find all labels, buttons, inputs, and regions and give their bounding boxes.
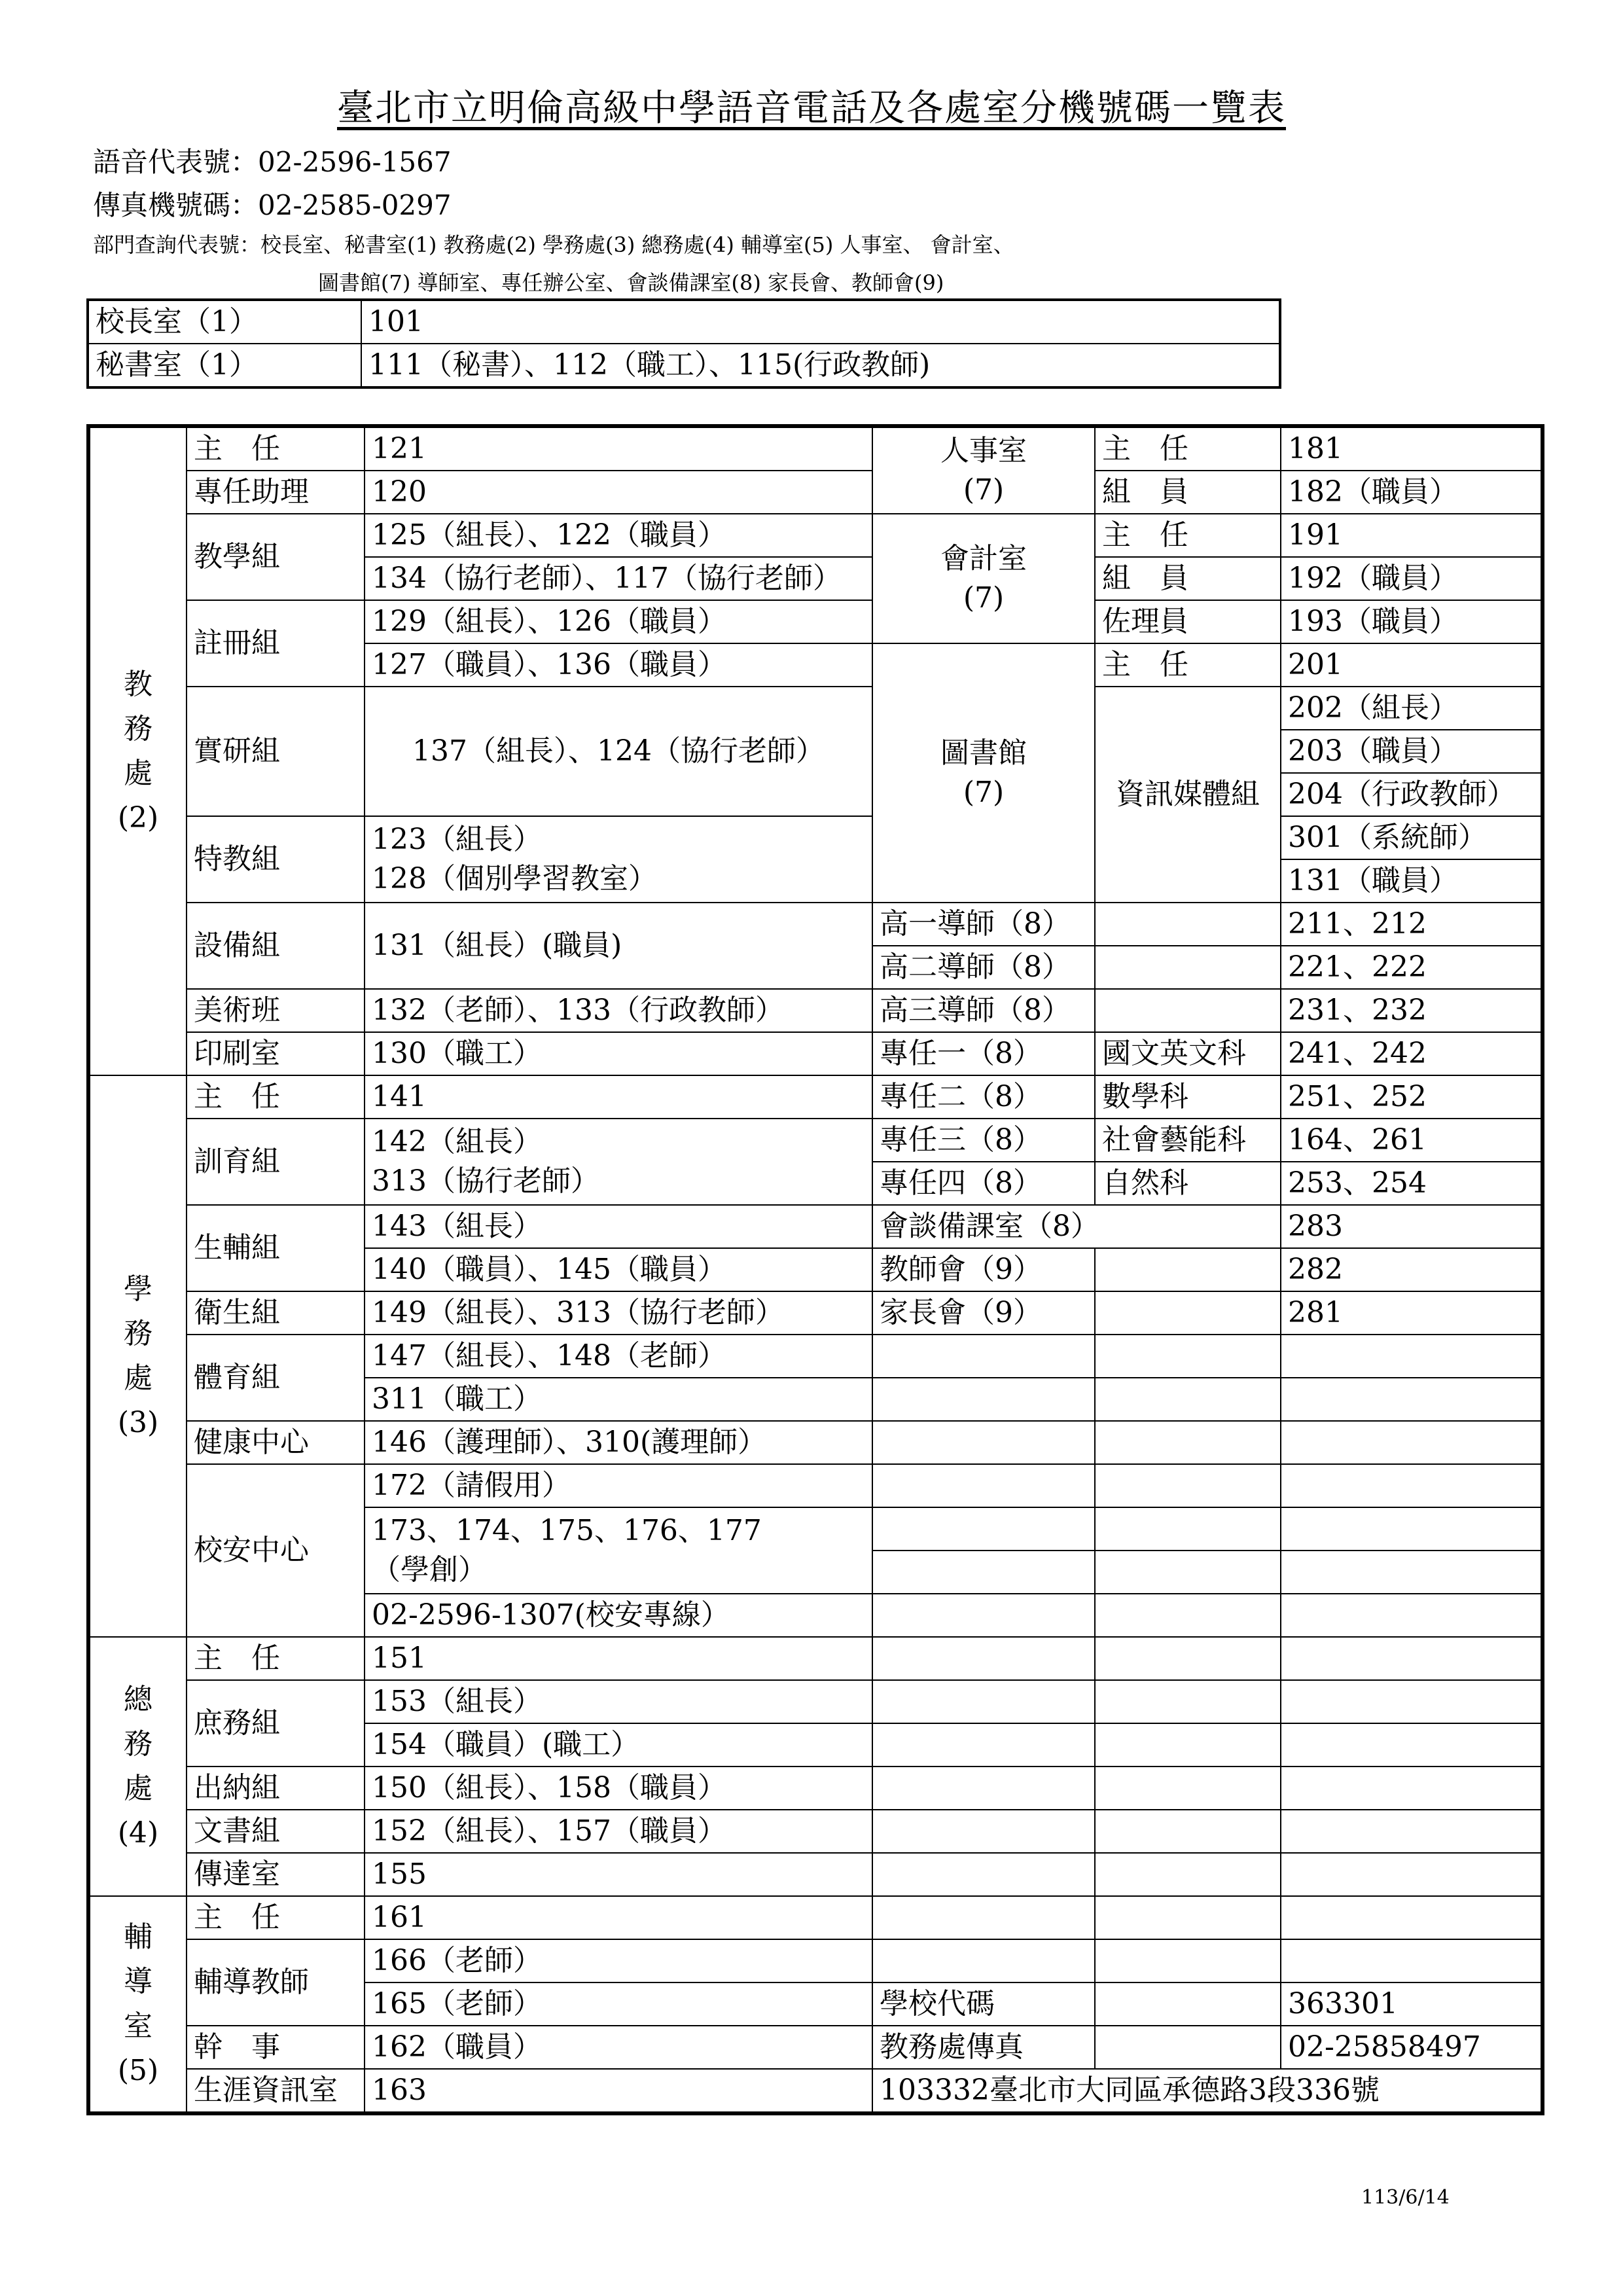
cell-empty [1095,1982,1281,2026]
secretary-office-label: 秘書室（1） [88,344,361,387]
cell-empty [872,1551,1095,1594]
cell-ext: 182（職員） [1281,471,1543,514]
accounting-office: 會計室 (7) [872,514,1095,643]
cell-ext: 172（請假用） [365,1464,872,1507]
counselor-teachers: 輔導教師 [187,1939,365,2026]
cell-label: 主 任 [187,1896,365,1939]
special-ed-section: 特教組 [187,816,365,903]
cell-ext: 121 [365,426,872,471]
cell-empty [1095,1291,1281,1335]
cell-empty [1281,1551,1543,1594]
cell-ext: 203（職員） [1281,730,1543,773]
counseling-dept: 輔 導 室 (5) [88,1896,187,2113]
cell-empty [1095,1637,1281,1680]
library: 圖書館 (7) [872,643,1095,903]
cell-ext: 251、252 [1281,1075,1543,1119]
cell-label: 傳達室 [187,1853,365,1896]
cell-ext: 164、261 [1281,1119,1543,1162]
cell-label: 主 任 [187,1075,365,1119]
cell-ext: 193（職員） [1281,600,1543,643]
cell-empty [1095,1853,1281,1896]
cell-label: 健康中心 [187,1421,365,1464]
main-extension-table [86,424,1544,2115]
cell-ext: 181 [1281,426,1543,471]
table-row [88,514,1543,557]
cell-ext: 283 [1281,1205,1543,1248]
cell-ext: 143（組長） [365,1205,872,1248]
cell-ext: 173、174、175、176、177 （學創） [365,1507,872,1594]
cell-empty [872,1767,1095,1810]
cell-label: 國文英文科 [1095,1032,1281,1075]
cell-label: 專任二（8） [872,1075,1095,1119]
media-section: 資訊媒體組 [1095,687,1281,903]
table-row [88,1205,1543,1248]
table-row [88,1896,1543,1939]
table-row [88,1939,1543,1982]
cell-label: 教師會（9） [872,1248,1095,1291]
cell-empty [872,1507,1095,1551]
cell-label: 主 任 [187,1637,365,1680]
cell-empty [1095,1896,1281,1939]
cell-label: 高一導師（8） [872,903,1095,946]
cell-label: 美術班 [187,989,365,1032]
voice-main-number: 語音代表號：02-2596-1567 [93,146,452,178]
discipline-section: 訓育組 [187,1119,365,1205]
cell-ext: 153（組長） [365,1680,872,1723]
cell-empty [1095,1378,1281,1421]
table-row [88,1335,1543,1378]
table-row [88,2069,1543,2113]
special-ed-ext: 123（組長） 128（個別學習教室） [365,816,872,903]
cell-ext: 241、242 [1281,1032,1543,1075]
cell-empty [1095,1507,1281,1551]
table-row [88,1810,1543,1853]
academic-fax-value: 02-25858497 [1281,2026,1543,2069]
personnel-office: 人事室 (7) [872,426,1095,514]
cell-ext: 140（職員）、145（職員） [365,1248,872,1291]
cell-empty [872,1939,1095,1982]
cell-empty [1095,1939,1281,1982]
cell-label: 組 員 [1095,471,1281,514]
table-row [88,1119,1543,1162]
school-code-label: 學校代碼 [872,1982,1095,2026]
cell-label: 社會藝能科 [1095,1119,1281,1162]
cell-label: 文書組 [187,1810,365,1853]
cell-ext: 149（組長）、313（協行老師） [365,1291,872,1335]
cell-ext: 191 [1281,514,1543,557]
cell-ext: 231、232 [1281,989,1543,1032]
cell-empty [1095,1421,1281,1464]
cell-empty [1095,1723,1281,1767]
table-row [88,300,1280,344]
cell-empty [872,1896,1095,1939]
fax-main-number: 傳真機號碼：02-2585-0297 [93,189,452,221]
cell-ext: 253、254 [1281,1162,1543,1205]
cell-ext: 165（老師） [365,1982,872,2026]
cell-label: 主 任 [187,426,365,471]
cell-empty [1095,1594,1281,1637]
cell-empty [872,1853,1095,1896]
student-affairs-dept: 學 務 處 (3) [88,1075,187,1637]
table-row [88,1767,1543,1810]
cell-empty [1095,1248,1281,1291]
cell-empty [872,1594,1095,1637]
secretary-office-ext: 111（秘書）、112（職工）、115(行政教師) [361,344,1280,387]
cell-ext: 161 [365,1896,872,1939]
cell-ext: 221、222 [1281,946,1543,989]
table-row [88,1291,1543,1335]
cell-empty [1281,1637,1543,1680]
cell-empty [1281,1767,1543,1810]
cell-ext: 311（職工） [365,1378,872,1421]
research-section: 實研組 [187,687,365,816]
table-row [88,1853,1543,1896]
cell-label: 高三導師（8） [872,989,1095,1032]
cell-empty [872,1680,1095,1723]
affairs-section: 庶務組 [187,1680,365,1767]
cell-ext: 155 [365,1853,872,1896]
cell-empty [1095,1335,1281,1378]
table-row [88,2026,1543,2069]
table-row [88,903,1543,946]
table-row [88,1637,1543,1680]
table-row [88,1464,1543,1507]
cell-ext: 282 [1281,1248,1543,1291]
life-guidance-section: 生輔組 [187,1205,365,1291]
table-row [88,1421,1543,1464]
equipment-section: 設備組 [187,903,365,989]
table-row [88,471,1543,514]
cell-ext: 120 [365,471,872,514]
pe-section: 體育組 [187,1335,365,1421]
cell-label: 專任一（8） [872,1032,1095,1075]
registration-section: 註冊組 [187,600,365,687]
cell-ext: 166（老師） [365,1939,872,1982]
table-row [88,1075,1543,1119]
cell-ext: 132（老師）、133（行政教師） [365,989,872,1032]
table-row [88,600,1543,643]
cell-ext: 162（職員） [365,2026,872,2069]
cell-label: 衛生組 [187,1291,365,1335]
cell-ext: 204（行政教師） [1281,773,1543,816]
cell-ext: 129（組長）、126（職員） [365,600,872,643]
cell-ext: 02-2596-1307(校安專線） [365,1594,872,1637]
cell-empty [1281,1939,1543,1982]
cell-ext: 152（組長）、157（職員） [365,1810,872,1853]
cell-empty [1095,989,1281,1032]
principal-office-label: 校長室（1） [88,300,361,344]
cell-label: 數學科 [1095,1075,1281,1119]
cell-empty [1281,1464,1543,1507]
cell-empty [872,1637,1095,1680]
table-row [88,426,1543,471]
cell-empty [872,1421,1095,1464]
cell-empty [1281,1810,1543,1853]
cell-empty [1095,903,1281,946]
table-row [88,816,1543,859]
cell-label: 組 員 [1095,557,1281,600]
cell-ext: 134（協行老師）、117（協行老師） [365,557,872,600]
cell-label: 主 任 [1095,643,1281,687]
cell-empty [1281,1507,1543,1551]
campus-safety-center: 校安中心 [187,1464,365,1637]
table-row [88,344,1280,387]
cell-ext: 141 [365,1075,872,1119]
cell-ext: 211、212 [1281,903,1543,946]
academic-fax-label: 教務處傳真 [872,2026,1095,2069]
cell-empty [1281,1853,1543,1896]
research-section-ext: 137（組長）、124（協行老師） [365,687,872,816]
page-title: 臺北市立明倫高級中學語音電話及各處室分機號碼一覽表 [337,87,1286,130]
school-address: 103332臺北市大同區承德路3段336號 [872,2069,1543,2113]
cell-empty [1095,1810,1281,1853]
cell-label: 主 任 [1095,514,1281,557]
cell-label: 專任三（8） [872,1119,1095,1162]
cell-ext: 131（職員） [1281,859,1543,903]
cell-empty [1281,1896,1543,1939]
cell-empty [1281,1421,1543,1464]
academic-affairs-dept: 教 務 處 (2) [88,426,187,1075]
cell-label: 佐理員 [1095,600,1281,643]
principal-office-ext: 101 [361,300,1280,344]
cell-empty [1281,1723,1543,1767]
cell-empty [1095,2026,1281,2069]
cell-ext: 147（組長）、148（老師） [365,1335,872,1378]
cell-empty [1095,1680,1281,1723]
general-affairs-dept: 總 務 處 (4) [88,1637,187,1896]
revision-date: 113/6/14 [1361,2186,1450,2209]
cell-ext: 301（系統師） [1281,816,1543,859]
cell-ext: 130（職工） [365,1032,872,1075]
equipment-section-ext: 131（組長）(職員) [365,903,872,989]
cell-empty [1095,946,1281,989]
cell-label: 印刷室 [187,1032,365,1075]
top-extension-table [86,298,1281,389]
cell-empty [1281,1335,1543,1378]
cell-empty [872,1335,1095,1378]
cell-label: 會談備課室（8） [872,1205,1281,1248]
school-code-value: 363301 [1281,1982,1543,2026]
cell-ext: 281 [1281,1291,1543,1335]
cell-ext: 201 [1281,643,1543,687]
cell-empty [872,1723,1095,1767]
cell-ext: 202（組長） [1281,687,1543,730]
cell-label: 家長會（9） [872,1291,1095,1335]
table-row [88,1680,1543,1723]
cell-ext: 127（職員）、136（職員） [365,643,872,687]
table-row [88,989,1543,1032]
cell-ext: 150（組長）、158（職員） [365,1767,872,1810]
cell-empty [1281,1378,1543,1421]
cell-empty [1095,1767,1281,1810]
cell-empty [1281,1594,1543,1637]
teaching-section: 教學組 [187,514,365,600]
cell-label: 主 任 [1095,426,1281,471]
table-row [88,1032,1543,1075]
table-row [88,687,1543,730]
cell-label: 專任助理 [187,471,365,514]
cell-ext: 146（護理師）、310(護理師） [365,1421,872,1464]
cell-label: 高二導師（8） [872,946,1095,989]
cell-ext: 192（職員） [1281,557,1543,600]
cell-empty [872,1810,1095,1853]
cell-label: 生涯資訊室 [187,2069,365,2113]
cell-label: 自然科 [1095,1162,1281,1205]
cell-label: 幹 事 [187,2026,365,2069]
cell-empty [1281,1680,1543,1723]
cell-ext: 154（職員）(職工） [365,1723,872,1767]
cell-ext: 163 [365,2069,872,2113]
cell-label: 專任四（8） [872,1162,1095,1205]
cell-empty [872,1378,1095,1421]
cell-ext: 125（組長）、122（職員） [365,514,872,557]
dept-codes-line2: 圖書館(7) 導師室、專任辦公室、會談備課室(8) 家長會、教師會(9) [318,270,944,295]
cell-label: 出納組 [187,1767,365,1810]
cell-ext: 151 [365,1637,872,1680]
dept-codes-line1: 部門查詢代表號：校長室、秘書室(1) 教務處(2) 學務處(3) 總務處(4) 輔導室(5) 人事室、 會計室、 [93,232,1014,257]
discipline-section-ext: 142（組長） 313（協行老師） [365,1119,872,1205]
cell-empty [1095,1464,1281,1507]
cell-empty [1095,1551,1281,1594]
cell-empty [872,1464,1095,1507]
